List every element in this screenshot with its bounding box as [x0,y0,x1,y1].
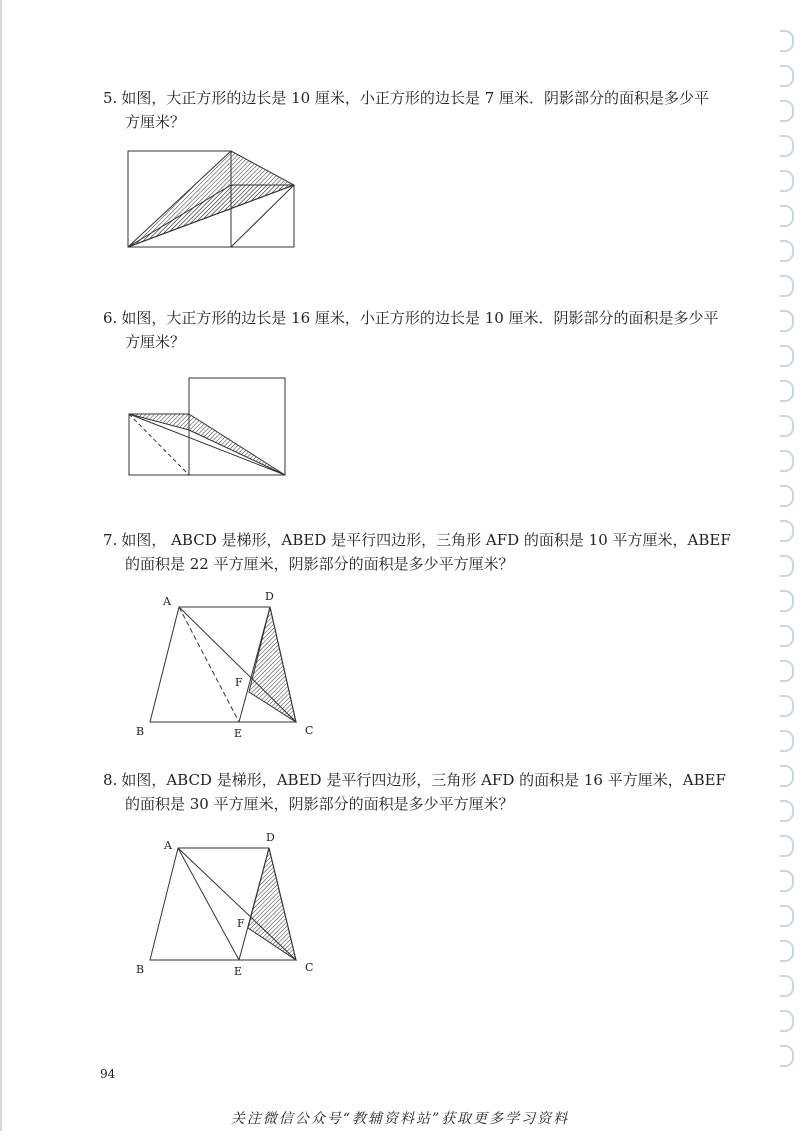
problem-line: 如图，大正方形的边长是 16 厘米，小正方形的边长是 10 厘米．阴影部分的面积是多少平 [121,309,719,327]
problem-5-figure [120,145,310,255]
label-b: B [136,963,145,976]
binding-ring [780,65,794,87]
binding-ring [780,800,794,822]
problem-7-text [103,528,733,576]
binding-ring [780,1010,794,1032]
binding-ring [780,660,794,682]
label-d: D [266,831,275,844]
binding-ring [780,205,794,227]
problem-line: 方厘米？ [125,113,186,131]
label-f: F [235,676,243,689]
problem-5-text [103,86,733,134]
footer-note: 关注微信公众号“教辅资料站”获取更多学习资料 [230,1111,570,1127]
problem-number: 7. [103,531,118,549]
problem-line: 方厘米？ [125,333,186,351]
problem-line: 如图， ABCD 是梯形，ABED 是平行四边形，三角形 AFD 的面积是 10 平方厘米，ABEF [121,531,731,549]
binding-ring [780,380,794,402]
binding-ring [780,730,794,752]
label-c: C [305,724,314,737]
shaded-triangle [248,848,296,960]
shaded-region-small [129,414,189,430]
shaded-triangle [249,607,296,722]
problem-7-figure [130,585,330,745]
spiral-binding [770,20,800,1080]
label-b: B [136,725,145,738]
binding-ring [780,975,794,997]
binding-ring [780,170,794,192]
label-e: E [234,727,243,740]
binding-ring [780,835,794,857]
problem-number: 8. [103,771,118,789]
label-d: D [265,590,274,603]
binding-ring [780,870,794,892]
problem-line: 的面积是 30 平方厘米，阴影部分的面积是多少平方厘米？ [125,795,514,813]
label-e: E [234,965,243,978]
binding-ring [780,905,794,927]
binding-ring [780,275,794,297]
page-edge [0,0,2,1131]
label-c: C [305,961,314,974]
binding-ring [780,765,794,787]
binding-ring [780,450,794,472]
problem-line: 的面积是 22 平方厘米，阴影部分的面积是多少平方厘米？ [125,555,514,573]
shaded-region-large [189,414,285,475]
line-ae [178,848,239,960]
binding-ring [780,485,794,507]
binding-ring [780,1045,794,1067]
binding-ring [780,695,794,717]
problem-8-text [103,768,733,816]
binding-ring [780,310,794,332]
problem-6-text [103,306,733,354]
page-number: 94 [100,1067,116,1081]
binding-ring [780,100,794,122]
binding-ring [780,940,794,962]
dashed-line-ae [179,607,239,722]
binding-ring [780,345,794,367]
label-a: A [163,595,171,608]
binding-ring [780,590,794,612]
label-a: A [164,839,172,852]
binding-ring [780,520,794,542]
binding-ring [780,135,794,157]
binding-ring [780,415,794,437]
diagonal-line [129,414,285,475]
problem-number: 5. [103,89,118,107]
problem-line: 如图，ABCD 是梯形，ABED 是平行四边形，三角形 AFD 的面积是 16 平方厘米，ABEF [121,771,726,789]
problem-line: 如图，大正方形的边长是 10 厘米，小正方形的边长是 7 厘米．阴影部分的面积是多少平 [121,89,710,107]
binding-ring [780,555,794,577]
binding-ring [780,30,794,52]
binding-ring [780,625,794,647]
problem-6-figure [120,372,300,482]
binding-ring [780,240,794,262]
label-f: F [237,917,245,930]
problem-number: 6. [103,309,118,327]
problem-8-figure [130,828,330,988]
